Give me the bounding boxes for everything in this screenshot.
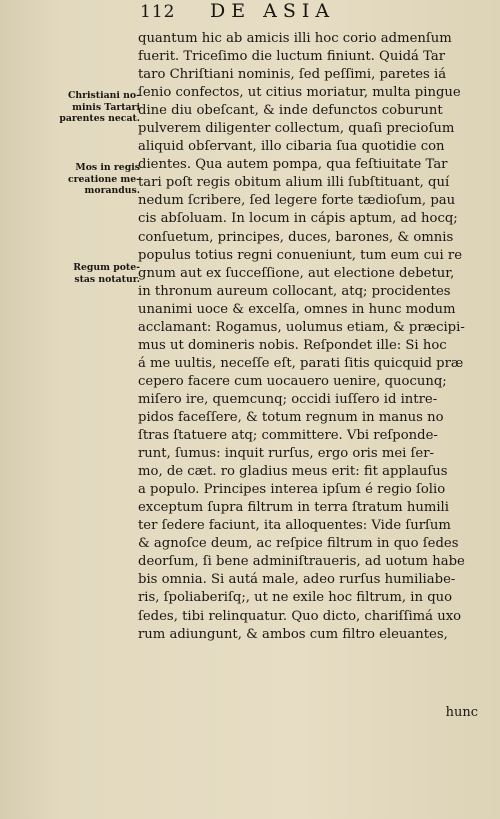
margin-note-christians xyxy=(28,90,140,125)
text-line: bis omnia. Si autá male, adeo rurſus humiliabe- xyxy=(138,572,456,588)
text-line: mus ut domineris nobis. Reſpondet ille: Si hoc xyxy=(138,337,447,353)
text-line: ſtras ſtatuere atq; committere. Vbi reſponde- xyxy=(138,428,438,444)
text-line: ter ſedere faciunt, ita alloquentes: Vide ſurſum xyxy=(138,518,451,534)
text-line: unanimi uoce & excelſa, omnes in hunc modum xyxy=(138,301,456,317)
text-line: nedum ſcribere, ſed legere forte tædioſum, pau xyxy=(138,193,456,209)
text-line: fuerit. Triceſimo die luctum finiunt. Quidá Tar xyxy=(138,49,446,65)
text-line: deorſum, ſi bene adminiſtraueris, ad uotum habe xyxy=(138,554,465,570)
text-line: runt, ſumus: inquit rurſus, ergo oris mei ſer- xyxy=(138,446,434,462)
text-line: dine diu obeſcant, & inde defunctos coburunt xyxy=(138,103,443,119)
text-line: quantum hic ab amicis illi hoc corio admenſum xyxy=(138,31,452,46)
page-number: 112 xyxy=(140,2,176,22)
text-line: ſenio confectos, ut citius moriatur, multa pingue xyxy=(138,85,461,101)
margin-note-line: parentes necat. xyxy=(59,113,140,124)
margin-note-line: Christiani no- xyxy=(67,90,140,101)
text-line: tari poſt regis obitum alium illi ſubſtituant, quí xyxy=(138,175,450,191)
text-line: á me uultis, neceſſe eſt, parati ſitis quicquid præ xyxy=(138,355,464,371)
text-line: & agnoſce deum, ac reſpice filtrum in quo ſedes xyxy=(138,536,459,552)
text-line: in thronum aureum collocant, atq; procidentes xyxy=(138,283,451,299)
text-line: miſero ire, quemcunq; occidi iuſſero id intre- xyxy=(138,391,438,407)
margin-note-line: creatione me- xyxy=(67,173,140,185)
catchword: hunc xyxy=(445,705,478,720)
text-line: pulverem diligenter collectum, quaſi precioſum xyxy=(138,121,455,137)
text-line: pidos faceſſere, & totum regnum in manus no xyxy=(138,409,444,425)
text-line: a populo. Principes interea ipſum é regio ſolio xyxy=(138,482,446,498)
text-line: dientes. Qua autem pompa, qua feſtiuitate Tar xyxy=(138,157,448,173)
text-line: acclamant: Rogamus, uolumus etiam, & præcipi- xyxy=(138,319,465,335)
text-line: exceptum ſupra filtrum in terra ſtratum humili xyxy=(138,500,449,516)
text-line: conſuetum, principes, duces, barones, & omnis xyxy=(138,229,454,245)
text-line: populus totius regni conueniunt, tum eum cui re xyxy=(138,247,463,263)
text-line: rum adiungunt, & ambos cum filtro eleuantes, xyxy=(138,626,448,642)
text-line: ris, ſpoliaberiſq;, ut ne exile hoc filtrum, in quo xyxy=(138,590,453,606)
running-title: DE ASIA xyxy=(210,0,336,22)
margin-note-line: stas notatur. xyxy=(74,273,140,285)
margin-note-line: minis Tartari xyxy=(72,101,140,113)
main-text-block xyxy=(138,30,490,644)
text-line: taro Chriſtiani nominis, ſed peſſimi, paretes iá xyxy=(138,67,447,83)
text-line: gnum aut ex ſucceſſione, aut electione debetur, xyxy=(138,265,455,281)
text-line: aliquid obſervant, illo cibaria ſua quotidie con xyxy=(138,139,445,155)
margin-note-king-power xyxy=(28,262,140,285)
margin-note-king-creation xyxy=(28,162,140,197)
text-line: cepero facere cum uocauero uenire, quocunq; xyxy=(138,373,447,389)
margin-note-line: Mos in regis xyxy=(75,162,140,173)
text-line: mo, de cæt. ro gladius meus erit: fit applauſus xyxy=(138,464,448,480)
margin-note-line: Regum pote- xyxy=(73,262,140,273)
margin-note-line: morandus. xyxy=(84,185,140,196)
text-line: cis abſoluam. In locum in cápis aptum, ad hocq; xyxy=(138,211,458,227)
text-line: ſedes, tibi relinquatur. Quo dicto, chariſſimá uxo xyxy=(138,608,462,624)
